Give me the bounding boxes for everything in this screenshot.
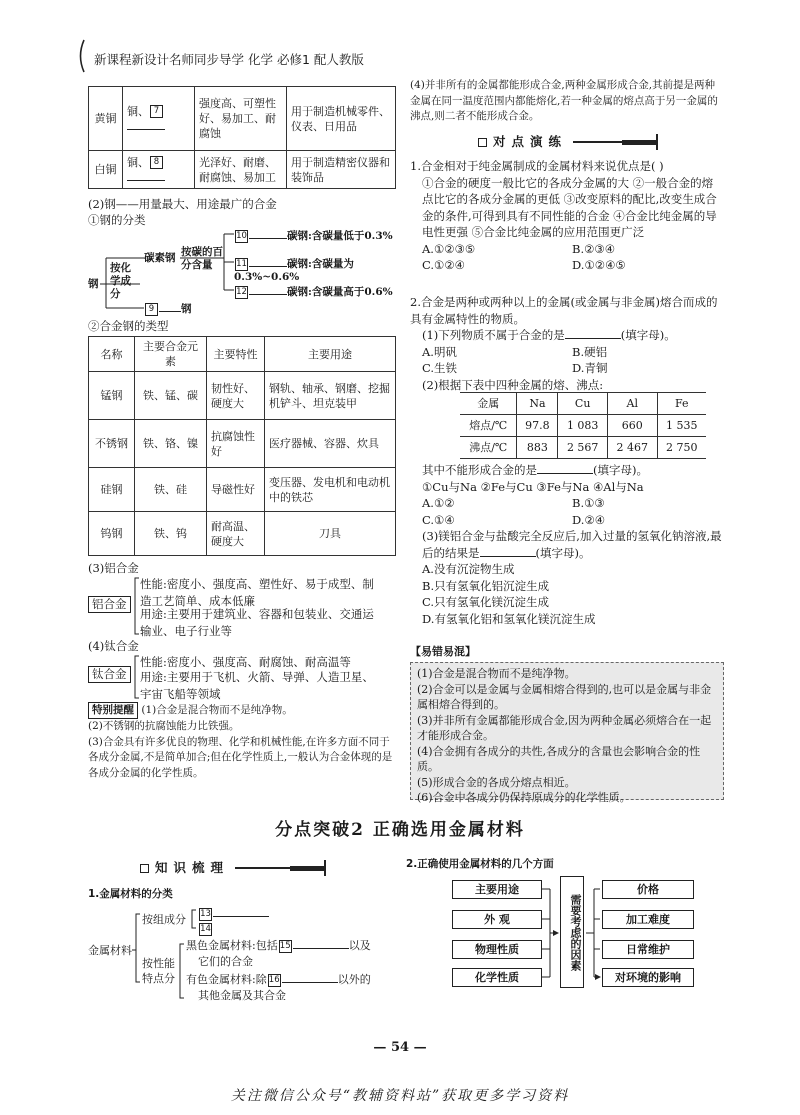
by-properties: 按性能特点分 bbox=[142, 957, 175, 985]
blank-number: 14 bbox=[200, 923, 211, 934]
composition-text: 铜、 bbox=[127, 104, 149, 118]
table-cell: 韧性好、硬度大 bbox=[207, 372, 265, 420]
brace bbox=[132, 576, 140, 636]
titanium-uses: 用途:主要用于飞机、火箭、导弹、人造卫星、宇宙飞船等领域 bbox=[140, 670, 374, 701]
common-mistakes-label: 【易错易混】 bbox=[410, 645, 476, 658]
factor-environmental-impact: 对环境的影响 bbox=[602, 968, 694, 987]
column-header: 金属 bbox=[460, 393, 517, 415]
answer-blank bbox=[293, 938, 349, 949]
table-cell: 沸点/℃ bbox=[460, 437, 517, 459]
by-chemical-composition: 按化学成分 bbox=[110, 262, 131, 300]
alloy-name: 黄铜 bbox=[89, 87, 123, 151]
alloy-use: 用于制造精密仪器和装饰品 bbox=[287, 151, 396, 189]
aluminum-alloy-label: 铝合金 bbox=[88, 596, 131, 613]
option-b[interactable]: B.只有氢氧化铝沉淀生成 bbox=[422, 578, 550, 593]
common-mistakes-box bbox=[410, 662, 724, 804]
by-carbon-content: 按碳的百分含量 bbox=[181, 246, 223, 271]
tip-text: (2)不锈钢的抗腐蚀能力比铁强。 bbox=[88, 720, 240, 732]
answer-blank[interactable] bbox=[565, 328, 621, 339]
steel-intro: (2)钢——用量最大、用途最广的合金 bbox=[88, 197, 277, 211]
option-d[interactable]: D.①②④⑤ bbox=[572, 258, 626, 272]
table-row bbox=[89, 468, 396, 512]
alloy-steel-table bbox=[88, 336, 396, 556]
blank-number: 15 bbox=[279, 940, 291, 951]
table-row bbox=[89, 372, 396, 420]
alloy-steel-types-heading: ②合金钢的类型 bbox=[88, 319, 169, 333]
nonferrous-text-tail: 以外的 bbox=[337, 973, 371, 986]
answer-blank bbox=[282, 972, 338, 983]
classification-tree bbox=[88, 906, 388, 1006]
option-c[interactable]: C.①④ bbox=[422, 512, 455, 527]
tip-text: (1)合金是混合物而不是纯净物。 bbox=[141, 704, 293, 716]
question-2-part-b bbox=[410, 462, 722, 627]
option-a[interactable]: A.明矾 bbox=[422, 344, 457, 359]
answer-blank bbox=[249, 228, 287, 239]
footer-note: 关注微信公众号“教辅资料站”获取更多学习资料 bbox=[230, 1088, 570, 1104]
steel-classification-tree bbox=[88, 228, 396, 314]
carbon-steel-label: 碳素钢 bbox=[144, 252, 176, 264]
option-c[interactable]: C.只有氢氧化镁沉淀生成 bbox=[422, 595, 550, 609]
factors-heading: 2.正确使用金属材料的几个方面 bbox=[406, 858, 554, 870]
table-cell: 1 535 bbox=[657, 415, 706, 437]
mistake-item: (5)形成合金的各成分熔点相近。 bbox=[417, 775, 576, 789]
table-row bbox=[89, 512, 396, 556]
alloy-properties: 强度高、可塑性好、易加工、耐腐蚀 bbox=[195, 87, 287, 151]
aluminum-properties: 性能:密度小、强度高、塑性好、易于成型、制造工艺简单、成本低廉 bbox=[140, 577, 374, 608]
question-options bbox=[410, 344, 722, 377]
sub-question-tail: (填字母)。 bbox=[535, 545, 591, 560]
ferrous-text-tail: 以及 bbox=[348, 939, 371, 952]
table-row bbox=[89, 151, 396, 189]
steel-root: 钢 bbox=[88, 278, 99, 290]
table-cell: 1 083 bbox=[558, 415, 608, 437]
titanium-properties: 性能:密度小、强度高、耐腐蚀、耐高温等 bbox=[140, 655, 351, 669]
column-header: Cu bbox=[558, 393, 608, 415]
table-header-row bbox=[89, 337, 396, 372]
titanium-alloy-label: 钛合金 bbox=[88, 666, 131, 683]
option-d[interactable]: D.②④ bbox=[572, 512, 606, 527]
sub-question-tail: (填字母)。 bbox=[620, 328, 676, 342]
table-cell: 锰钢 bbox=[89, 372, 135, 420]
factor-daily-maintenance: 日常维护 bbox=[602, 940, 694, 959]
mistake-item: (4)合金拥有各成分的共性,各成分的含量也会影响合金的性质。 bbox=[417, 744, 701, 773]
table-row bbox=[460, 415, 706, 437]
table-cell: 耐高温、硬度大 bbox=[207, 512, 265, 556]
table-cell: 硅钢 bbox=[89, 468, 135, 512]
factor-processing-difficulty: 加工难度 bbox=[602, 910, 694, 929]
medium-carbon-text: 碳钢:含碳量为0.3%~0.6% bbox=[234, 258, 354, 283]
table-cell: 铁、钨 bbox=[135, 512, 207, 556]
question-options bbox=[410, 241, 722, 274]
table-cell: 钢轨、轴承、钢磨、挖掘机铲斗、坦克装甲 bbox=[265, 372, 396, 420]
option-d[interactable]: D.青铜 bbox=[572, 361, 608, 375]
alloy-steel-item bbox=[144, 301, 192, 316]
knowledge-title: 知识梳理 bbox=[155, 860, 230, 875]
table-cell: 变压器、发电机和电动机中的铁芯 bbox=[265, 468, 396, 512]
table-cell: 铁、硅 bbox=[135, 468, 207, 512]
table-row bbox=[89, 87, 396, 151]
square-icon bbox=[478, 138, 487, 147]
title-rule-end bbox=[656, 134, 658, 150]
knowledge-title-bar bbox=[140, 860, 326, 877]
blank-13 bbox=[198, 906, 269, 921]
question-1 bbox=[410, 158, 722, 274]
table-cell: 2 467 bbox=[607, 437, 657, 459]
special-tips-label: 特别提醒 bbox=[88, 702, 138, 719]
alloy-properties: 光泽好、耐磨、耐腐蚀、易加工 bbox=[195, 151, 287, 189]
question-options bbox=[410, 495, 722, 528]
answer-blank bbox=[127, 170, 165, 181]
ferrous-metals bbox=[186, 938, 371, 953]
titanium-alloy-block bbox=[88, 654, 388, 700]
alloy-steel-suffix: 钢 bbox=[181, 303, 192, 315]
factor-price: 价格 bbox=[602, 880, 694, 899]
note-four: (4)并非所有的金属都能形成合金,两种金属形成合金,其前提是两种金属在同一温度范围内都能熔化,若一种金属的熔点高于另一金属的沸点,则二者不能形成合金。 bbox=[410, 79, 718, 122]
titanium-alloy-heading: (4)钛合金 bbox=[88, 639, 139, 653]
material-root: 金属材料 bbox=[88, 944, 132, 957]
table-cell: 熔点/℃ bbox=[460, 415, 517, 437]
table-cell: 660 bbox=[607, 415, 657, 437]
title-rule bbox=[235, 867, 292, 869]
table-row bbox=[89, 420, 396, 468]
low-carbon-item bbox=[234, 228, 393, 243]
column-header: 名称 bbox=[89, 337, 135, 372]
aluminum-alloy-block bbox=[88, 576, 388, 636]
answer-blank bbox=[159, 301, 181, 312]
section-title: 分点突破2 正确选用金属材料 bbox=[275, 820, 525, 840]
option-c[interactable]: C.①②④ bbox=[422, 258, 465, 272]
factors-diagram bbox=[452, 876, 702, 990]
column-header: 主要特性 bbox=[207, 337, 265, 372]
blank-number: 11 bbox=[236, 258, 247, 269]
answer-blank[interactable] bbox=[480, 546, 536, 557]
ferrous-alloys: 它们的合金 bbox=[198, 955, 253, 968]
alloy-composition bbox=[123, 87, 195, 151]
table-cell: 2 567 bbox=[558, 437, 608, 459]
by-composition: 按组成分 bbox=[142, 913, 186, 926]
blank-number: 10 bbox=[236, 230, 247, 241]
factor-physical-properties: 物理性质 bbox=[452, 940, 542, 959]
blank-number: 7 bbox=[150, 105, 163, 118]
sub-question-1 bbox=[410, 327, 722, 344]
table-header-row bbox=[460, 393, 706, 415]
answer-blank bbox=[213, 906, 269, 917]
page-number: — 54 — bbox=[373, 1040, 427, 1055]
table-cell: 钨钢 bbox=[89, 512, 135, 556]
high-carbon-text: 碳钢:含碳量高于0.6% bbox=[287, 286, 393, 298]
sub-question-text: (3)镁铝合金与盐酸完全反应后,加入过量的氢氧化钠溶液,最后的结果是 bbox=[422, 529, 722, 560]
question-statements: ①合金的硬度一般比它的各成分金属的大 ②一般合金的熔点比它的各成分金属的更低 ③改变原料的配比,改变生成合金的条件,可得到具有不同性能的合金 ④合金比纯金属的导电性更强 ⑤合金比纯金属的应用范围更广泛 bbox=[422, 175, 717, 239]
metal-pairs: ①Cu与Na ②Fe与Cu ③Fe与Na ④Al与Na bbox=[422, 479, 644, 494]
classification-heading: 1.金属材料的分类 bbox=[88, 888, 173, 900]
factor-appearance: 外 观 bbox=[452, 910, 542, 929]
question-2-part-a bbox=[410, 294, 722, 393]
ferrous-text: 黑色金属材料:包括 bbox=[186, 939, 278, 952]
table-cell: 883 bbox=[517, 437, 558, 459]
table-cell: 铁、锰、碳 bbox=[135, 372, 207, 420]
column-header: 主要用途 bbox=[265, 337, 396, 372]
nonferrous-metals bbox=[186, 972, 371, 987]
alloy-composition bbox=[123, 151, 195, 189]
option-b[interactable]: B.硬铝 bbox=[572, 344, 608, 359]
mistake-item: (3)并非所有金属都能形成合金,因为两种金属必须熔合在一起才能形成合金。 bbox=[417, 713, 712, 742]
mistake-item: (1)合金是混合物而不是纯净物。 bbox=[417, 667, 576, 680]
title-rule-thick bbox=[290, 866, 324, 871]
alloy-name: 白铜 bbox=[89, 151, 123, 189]
factor-chemical-properties: 化学性质 bbox=[452, 968, 542, 987]
medium-carbon-item bbox=[234, 256, 396, 284]
factor-center: 需要考虑的因素 bbox=[560, 876, 584, 988]
answer-blank[interactable] bbox=[537, 463, 593, 474]
table-cell: 97.8 bbox=[517, 415, 558, 437]
blank-number: 16 bbox=[268, 974, 280, 985]
aluminum-alloy-heading: (3)铝合金 bbox=[88, 561, 139, 575]
tip-text: (3)合金具有许多优良的物理、化学和机械性能,在许多方面不同于各成分金属,不是简单加合;但在化学性质上,一般认为合金体现的是各成分金属的化学性质。 bbox=[88, 735, 393, 779]
nonferrous-text: 有色金属材料:除 bbox=[186, 973, 267, 986]
practice-title-bar bbox=[478, 134, 658, 151]
practice-title: 对点演练 bbox=[493, 134, 568, 149]
blank-number: 8 bbox=[150, 156, 163, 169]
table-cell: 医疗器械、容器、炊具 bbox=[265, 420, 396, 468]
option-b[interactable]: B.②③④ bbox=[572, 241, 616, 256]
copper-alloy-table bbox=[88, 86, 396, 189]
option-b[interactable]: B.①③ bbox=[572, 496, 605, 510]
aluminum-uses: 用途:主要用于建筑业、容器和包装业、交通运输业、电子行业等 bbox=[140, 607, 374, 638]
factor-main-use: 主要用途 bbox=[452, 880, 542, 899]
title-rule-thick bbox=[622, 140, 656, 145]
column-header: Na bbox=[517, 393, 558, 415]
question-stem: 2.合金是两种或两种以上的金属(或金属与非金属)熔合而成的具有金属特性的物质。 bbox=[410, 295, 718, 326]
alloy-use: 用于制造机械零件、仪表、日用品 bbox=[287, 87, 396, 151]
composition-text: 铜、 bbox=[127, 155, 149, 169]
tip-line bbox=[88, 702, 394, 719]
table-cell: 铁、铬、镍 bbox=[135, 420, 207, 468]
answer-blank bbox=[249, 256, 287, 267]
answer-blank bbox=[127, 119, 165, 130]
question-stem: 1.合金相对于纯金属制成的金属材料来说优点是( ) bbox=[410, 159, 664, 173]
column-header: Fe bbox=[657, 393, 706, 415]
brace bbox=[132, 654, 140, 700]
high-carbon-item bbox=[234, 284, 393, 299]
mistake-item: (2)合金可以是金属与金属相熔合得到的,也可以是金属与非金属相熔合得到的。 bbox=[417, 682, 712, 711]
header-bracket-decoration bbox=[76, 38, 86, 74]
option-a[interactable]: A.①② bbox=[422, 496, 455, 510]
low-carbon-text: 碳钢:含碳量低于0.3% bbox=[287, 230, 393, 242]
table-cell: 2 750 bbox=[657, 437, 706, 459]
table-cell: 抗腐蚀性好 bbox=[207, 420, 265, 468]
option-a[interactable]: A.①②③⑤ bbox=[422, 241, 476, 256]
blank-number: 12 bbox=[236, 286, 247, 297]
answer-blank bbox=[249, 284, 287, 295]
square-icon bbox=[140, 864, 149, 873]
option-c[interactable]: C.生铁 bbox=[422, 361, 458, 375]
table-cell: 不锈钢 bbox=[89, 420, 135, 468]
blank-number: 13 bbox=[200, 908, 211, 919]
column-header: 主要合金元素 bbox=[135, 337, 207, 372]
mistake-item: (6)合金中各成分仍保持原成分的化学性质。 bbox=[417, 791, 631, 804]
nonferrous-alloys: 其他金属及其合金 bbox=[198, 989, 286, 1002]
header-title: 新课程新设计名师同步导学 化学 必修1 配人教版 bbox=[94, 52, 364, 67]
table-cell: 导磁性好 bbox=[207, 468, 265, 512]
sub-question-2-ask bbox=[410, 462, 722, 479]
table-cell: 刀具 bbox=[265, 512, 396, 556]
sub-question-3 bbox=[410, 528, 722, 561]
melting-boiling-table bbox=[460, 392, 706, 459]
title-rule bbox=[573, 141, 624, 143]
title-rule-end bbox=[324, 860, 326, 876]
blank-number: 9 bbox=[145, 303, 158, 316]
table-row bbox=[460, 437, 706, 459]
sub-question-text: 其中不能形成合金的是 bbox=[422, 463, 537, 477]
special-tips bbox=[88, 702, 394, 781]
blank-14 bbox=[198, 921, 213, 936]
steel-classification-heading: ①钢的分类 bbox=[88, 213, 146, 227]
sub-question-2: (2)根据下表中四种金属的熔、沸点: bbox=[422, 377, 604, 392]
sub-question-tail: (填字母)。 bbox=[593, 463, 648, 477]
option-d[interactable]: D.有氢氧化铝和氢氧化镁沉淀生成 bbox=[422, 611, 596, 626]
sub-question-text: (1)下列物质不属于合金的是 bbox=[422, 328, 565, 342]
option-a[interactable]: A.没有沉淀物生成 bbox=[422, 562, 515, 576]
column-header: Al bbox=[607, 393, 657, 415]
